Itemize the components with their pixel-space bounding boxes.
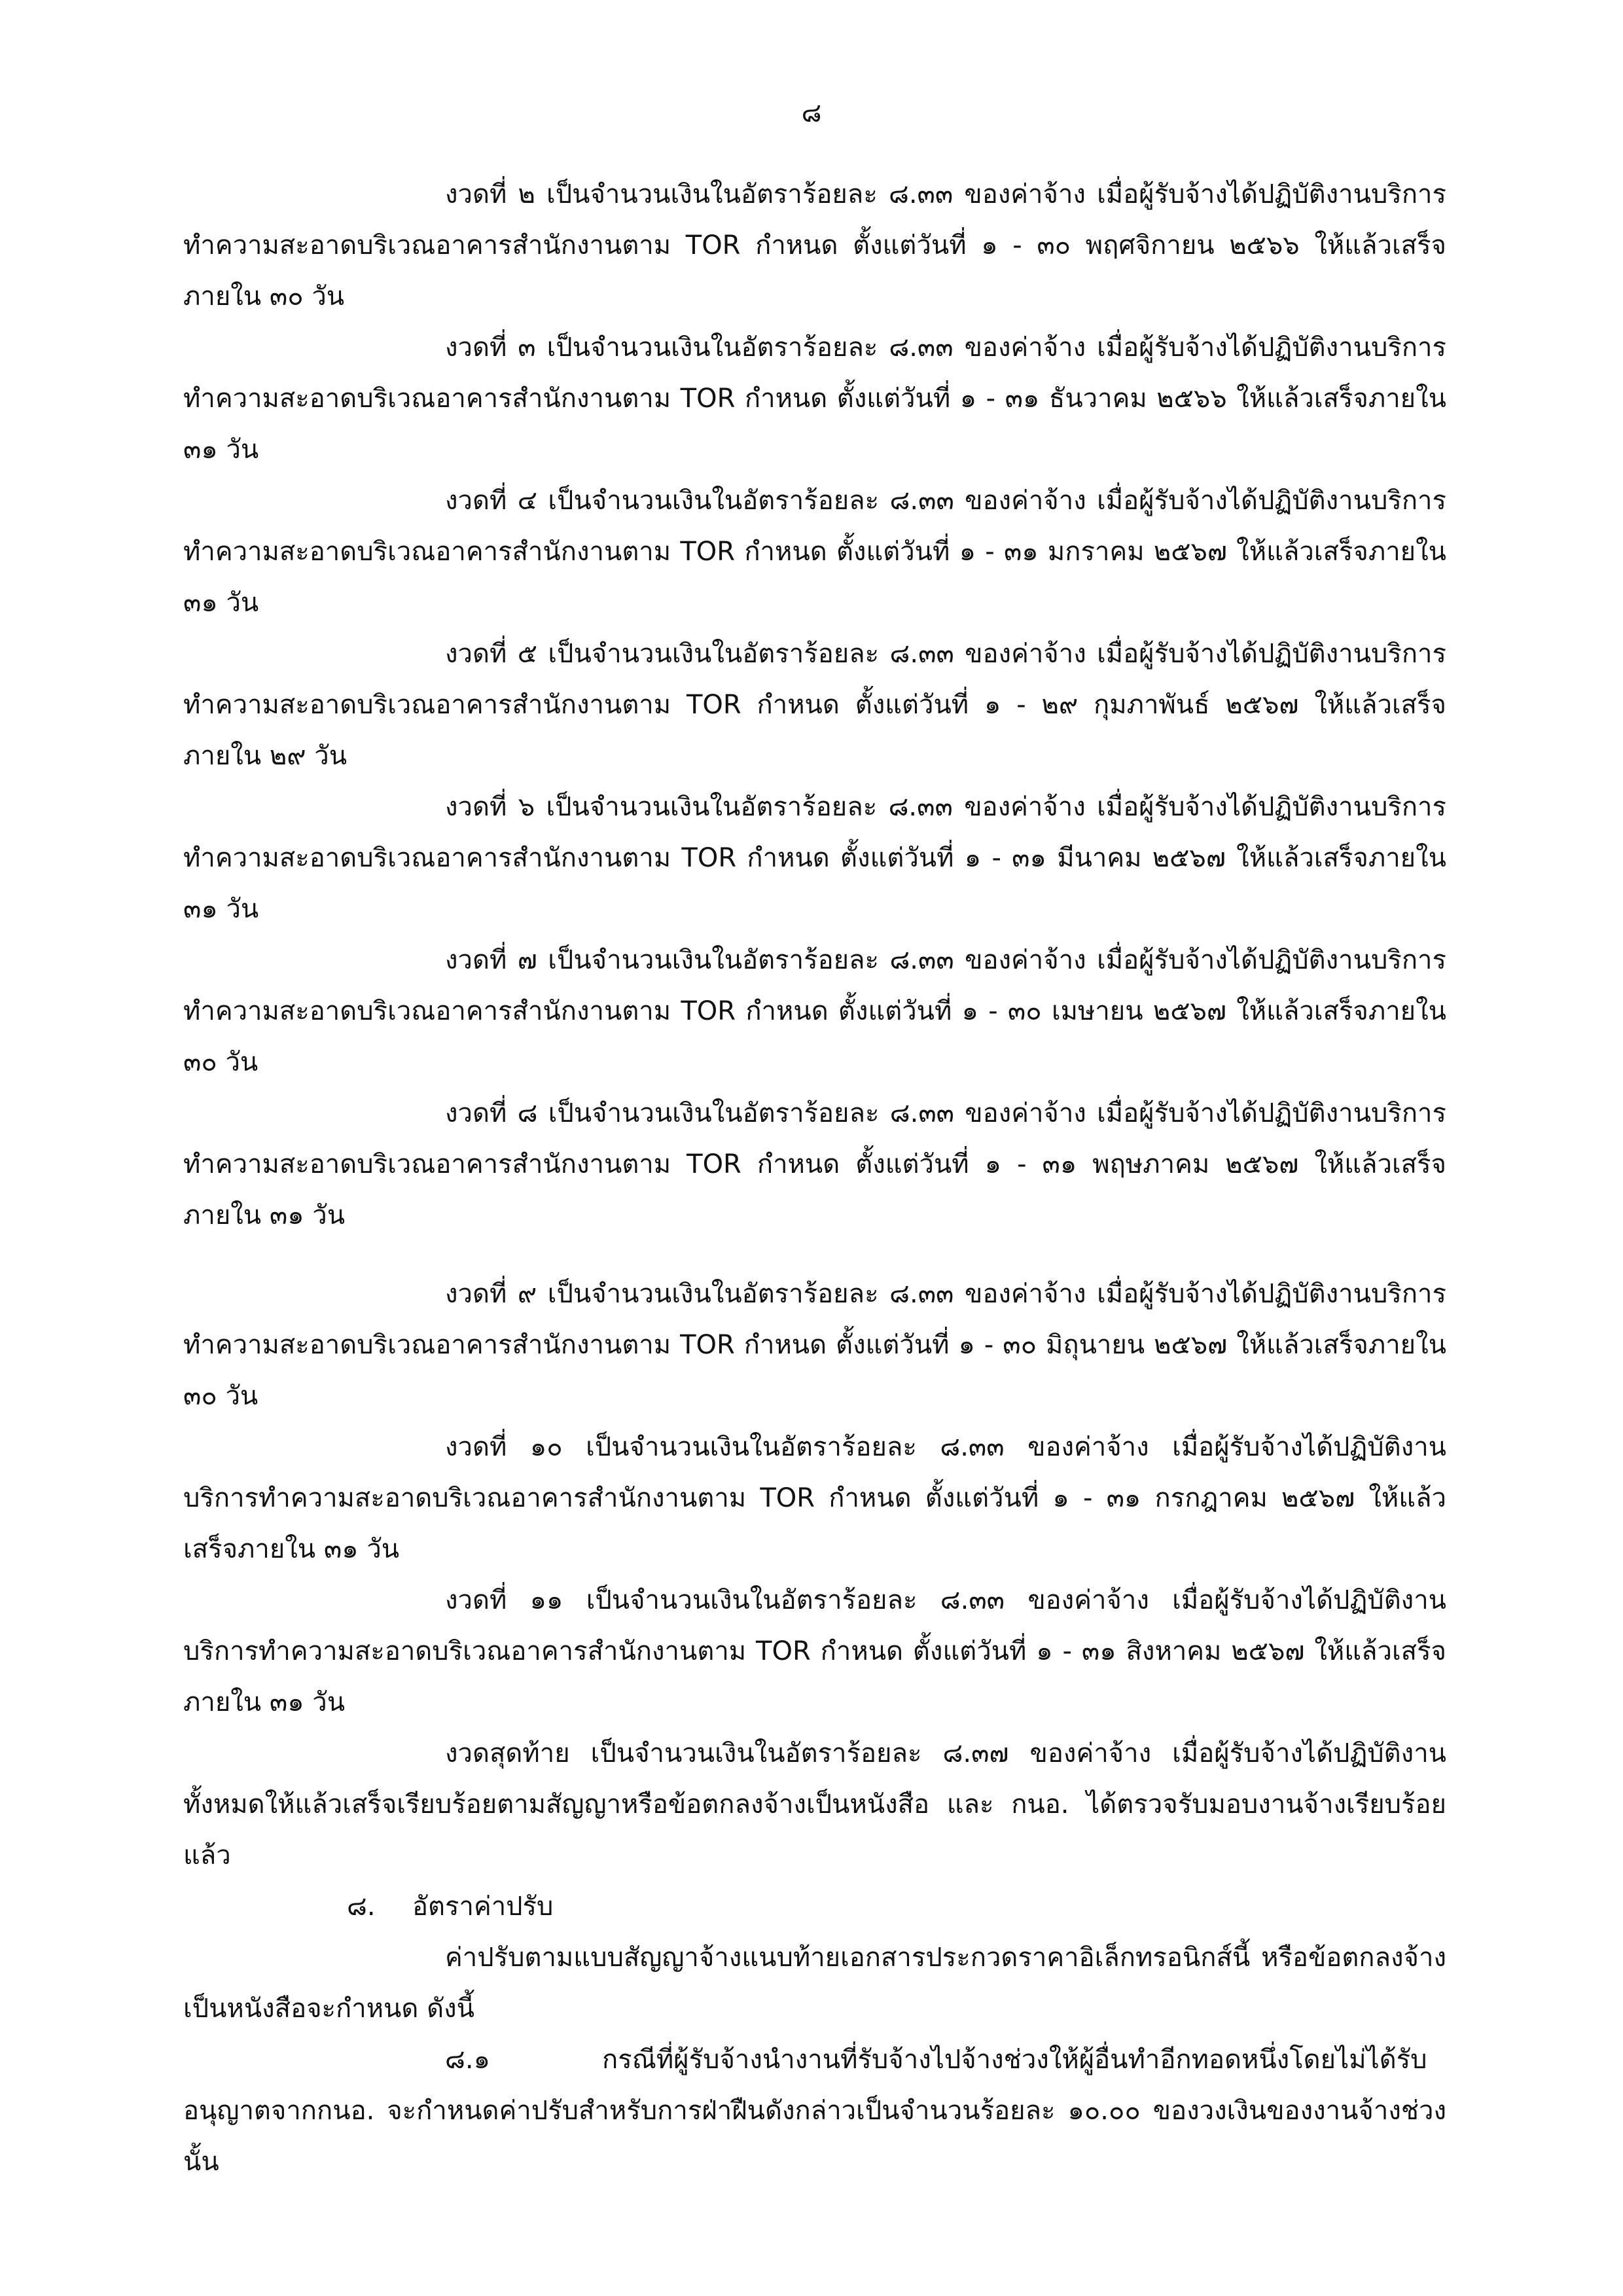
installment-6: งวดที่ ๖ เป็นจำนวนเงินในอัตราร้อยละ ๘.๓๓ ของค่าจ้าง เมื่อผู้รับจ้างได้ปฏิบัติงานบริการทำความสะอาดบริเวณอาคารสำนักงานตาม TOR กำหนด ตั้งแต่วันที่ ๑ - ๓๑ มีนาคม ๒๕๖๗ ให้แล้วเสร็จภายใน ๓๑ วัน xyxy=(183,792,1446,924)
installment-10: งวดที่ ๑๐ เป็นจำนวนเงินในอัตราร้อยละ ๘.๓๓ ของค่าจ้าง เมื่อผู้รับจ้างได้ปฏิบัติงานบริการทำความสะอาดบริเวณอาคารสำนักงานตาม TOR กำหนด ตั้งแต่วันที่ ๑ - ๓๑ กรกฎาคม ๒๕๖๗ ให้แล้วเสร็จภายใน ๓๑ วัน xyxy=(183,1432,1446,1564)
document-body xyxy=(183,169,1446,2187)
installment-4: งวดที่ ๔ เป็นจำนวนเงินในอัตราร้อยละ ๘.๓๓ ของค่าจ้าง เมื่อผู้รับจ้างได้ปฏิบัติงานบริการทำความสะอาดบริเวณอาคารสำนักงานตาม TOR กำหนด ตั้งแต่วันที่ ๑ - ๓๑ มกราคม ๒๕๖๗ ให้แล้วเสร็จภายใน ๓๑ วัน xyxy=(183,486,1446,618)
installment-3: งวดที่ ๓ เป็นจำนวนเงินในอัตราร้อยละ ๘.๓๓ ของค่าจ้าง เมื่อผู้รับจ้างได้ปฏิบัติงานบริการทำความสะอาดบริเวณอาคารสำนักงานตาม TOR กำหนด ตั้งแต่วันที่ ๑ - ๓๑ ธันวาคม ๒๕๖๖ ให้แล้วเสร็จภายใน ๓๑ วัน xyxy=(183,332,1446,465)
section-8-title: อัตราค่าปรับ xyxy=(412,1892,554,1922)
installment-final: งวดสุดท้าย เป็นจำนวนเงินในอัตราร้อยละ ๘.๓๗ ของค่าจ้าง เมื่อผู้รับจ้างได้ปฏิบัติงานทั้งหมดให้แล้วเสร็จเรียบร้อยตามสัญญาหรือข้อตกลงจ้างเป็นหนังสือ และ กนอ. ได้ตรวจรับมอบงานจ้างเรียบร้อยแล้ว xyxy=(183,1738,1446,1871)
installment-11: งวดที่ ๑๑ เป็นจำนวนเงินในอัตราร้อยละ ๘.๓๓ ของค่าจ้าง เมื่อผู้รับจ้างได้ปฏิบัติงานบริการทำความสะอาดบริเวณอาคารสำนักงานตาม TOR กำหนด ตั้งแต่วันที่ ๑ - ๓๑ สิงหาคม ๒๕๖๗ ให้แล้วเสร็จภายใน ๓๑ วัน xyxy=(183,1585,1446,1717)
installment-8: งวดที่ ๘ เป็นจำนวนเงินในอัตราร้อยละ ๘.๓๓ ของค่าจ้าง เมื่อผู้รับจ้างได้ปฏิบัติงานบริการทำความสะอาดบริเวณอาคารสำนักงานตาม TOR กำหนด ตั้งแต่วันที่ ๑ - ๓๑ พฤษภาคม ๒๕๖๗ ให้แล้วเสร็จภายใน ๓๑ วัน xyxy=(183,1098,1446,1230)
section-8-number: ๘. xyxy=(347,1892,376,1922)
section-8-heading xyxy=(183,1881,1446,1932)
installment-2: งวดที่ ๒ เป็นจำนวนเงินในอัตราร้อยละ ๘.๓๓ ของค่าจ้าง เมื่อผู้รับจ้างได้ปฏิบัติงานบริการทำความสะอาดบริเวณอาคารสำนักงานตาม TOR กำหนด ตั้งแต่วันที่ ๑ - ๓๐ พฤศจิกายน ๒๕๖๖ ให้แล้วเสร็จภายใน ๓๐ วัน xyxy=(183,179,1446,312)
section-8-1 xyxy=(183,2034,1446,2187)
installment-5: งวดที่ ๕ เป็นจำนวนเงินในอัตราร้อยละ ๘.๓๓ ของค่าจ้าง เมื่อผู้รับจ้างได้ปฏิบัติงานบริการทำความสะอาดบริเวณอาคารสำนักงานตาม TOR กำหนด ตั้งแต่วันที่ ๑ - ๒๙ กุมภาพันธ์ ๒๕๖๗ ให้แล้วเสร็จภายใน ๒๙ วัน xyxy=(183,639,1446,771)
section-8-1-text: กรณีที่ผู้รับจ้างนำงานที่รับจ้างไปจ้างช่วงให้ผู้อื่นทำอีกทอดหนึ่งโดยไม่ได้รับอนุญาตจากกนอ. จะกำหนดค่าปรับสำหรับการฝ่าฝืนดังกล่าวเป็นจำนวนร้อยละ ๑๐.๐๐ ของวงเงินของงานจ้างช่วงนั้น xyxy=(183,2045,1446,2177)
page-number: ๘ xyxy=(801,98,822,128)
section-8-1-number: ๘.๑ xyxy=(445,2045,490,2075)
section-8-intro: ค่าปรับตามแบบสัญญาจ้างแนบท้ายเอกสารประกวดราคาอิเล็กทรอนิกส์นี้ หรือข้อตกลงจ้างเป็นหนังสือจะกำหนด ดังนี้ xyxy=(183,1943,1446,2024)
installment-7: งวดที่ ๗ เป็นจำนวนเงินในอัตราร้อยละ ๘.๓๓ ของค่าจ้าง เมื่อผู้รับจ้างได้ปฏิบัติงานบริการทำความสะอาดบริเวณอาคารสำนักงานตาม TOR กำหนด ตั้งแต่วันที่ ๑ - ๓๐ เมษายน ๒๕๖๗ ให้แล้วเสร็จภายใน ๓๐ วัน xyxy=(183,945,1446,1077)
installment-9: งวดที่ ๙ เป็นจำนวนเงินในอัตราร้อยละ ๘.๓๓ ของค่าจ้าง เมื่อผู้รับจ้างได้ปฏิบัติงานบริการทำความสะอาดบริเวณอาคารสำนักงานตาม TOR กำหนด ตั้งแต่วันที่ ๑ - ๓๐ มิถุนายน ๒๕๖๗ ให้แล้วเสร็จภายใน ๓๐ วัน xyxy=(183,1279,1446,1411)
